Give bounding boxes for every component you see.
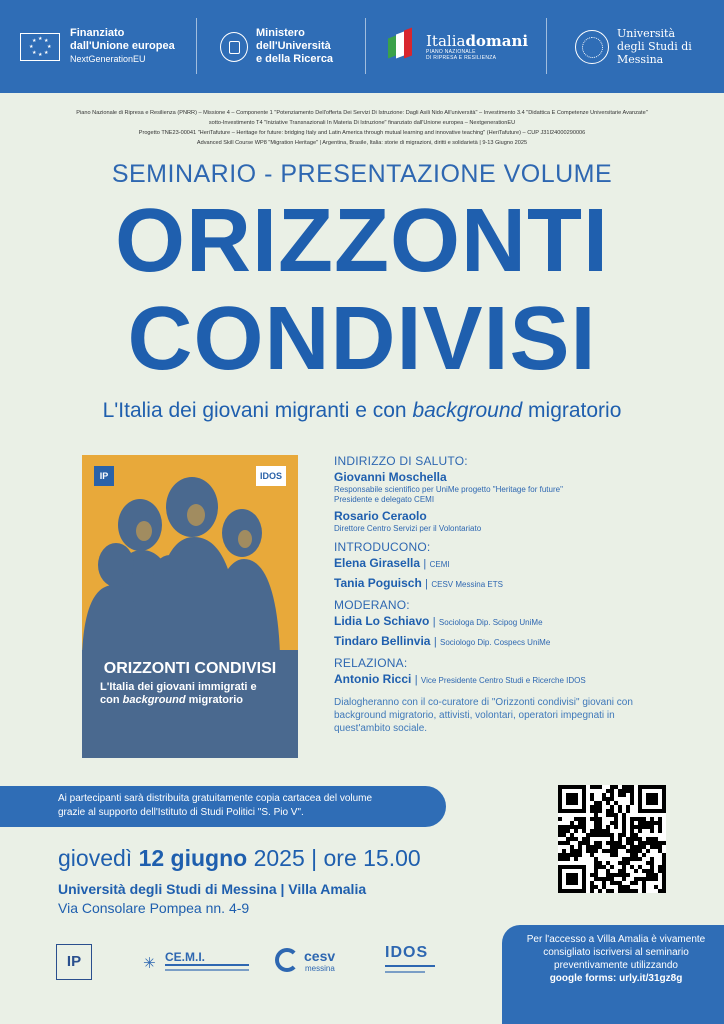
speaker-ricci: Antonio Ricci — [334, 672, 412, 686]
title-line1: ORIZZONTI — [115, 191, 609, 291]
funding-notice — [40, 108, 684, 148]
italiadomani-name-a: Italia — [426, 31, 466, 50]
header-band — [0, 0, 724, 93]
cover-sub2a: con — [100, 694, 123, 706]
cover-subtitle-line2 — [100, 694, 257, 707]
cover-ip-badge: IP — [94, 466, 114, 486]
ministry-seal-icon — [220, 32, 248, 62]
section-relaziona-label: RELAZIONA: — [334, 656, 408, 670]
distribution-line1: Ai partecipanti sarà distribuita gratuitamente copia cartacea del volume — [58, 793, 373, 804]
event-address: Via Consolare Pompea nn. 4-9 — [58, 900, 250, 916]
subtitle — [0, 399, 724, 423]
access-link[interactable]: urly.it/31gz8g — [619, 973, 683, 984]
speaker-ricci-row: Antonio Ricci | Vice Presidente Centro Studi e Ricerche IDOS — [334, 672, 586, 686]
speaker-poguisch-row: Tania Poguisch | CESV Messina ETS — [334, 576, 503, 590]
distribution-banner — [0, 786, 446, 827]
ministry-logo-block — [220, 0, 333, 93]
access-line4a: google forms: — [549, 973, 620, 984]
funding-line: sotto-Investimento T4 "Iniziative Transnazionali In Materia Di Istruzione" finanziato dall'Unione europea – NextgenerationEU — [208, 120, 516, 126]
speaker-bellinvia-row: Tindaro Bellinvia | Sociologo Dip. Cospecs UniMe — [334, 634, 551, 648]
funding-line: Piano Nazionale di Ripresa e Resilienza (PNRR) – Missione 4 – Componente 1 "Potenziamento Dell'offerta Dei Servizi Di Istruzione: Dagli Asili Nido All'università" – Investimento 3.4 "Didattica E Competenze Universitarie Avanzate" — [76, 110, 648, 116]
cemi-logo — [143, 950, 253, 978]
speaker-girasella-role: CEMI — [429, 560, 450, 569]
university-line1: Università — [617, 27, 675, 40]
italiadomani-name-b: domani — [465, 31, 529, 50]
date-bold: 12 giugno — [138, 845, 248, 871]
cover-subtitle — [100, 681, 257, 707]
italiadomani-sub2: DI RIPRESA E RESILIENZA — [426, 54, 497, 61]
university-logo-block — [575, 0, 692, 93]
funding-line: Progetto TNE23-00041 "HeriTafuture – Heritage for future: bridging Italy and Latin America through mutual learning and innovative teaching" (HeriTafuture) – CUP J31I24000290006 — [138, 130, 586, 136]
event-venue: Università degli Studi di Messina | Villa Amalia — [58, 881, 367, 897]
university-seal-icon — [575, 30, 609, 64]
speaker-ceraolo-role: Direttore Centro Servizi per il Volontariato — [334, 524, 482, 533]
eu-line1: Finanziato — [70, 27, 125, 39]
cover-people-illustration — [82, 455, 298, 758]
distribution-line2: grazie al supporto dell'Istituto di Studi Politici "S. Pio V". — [58, 807, 304, 818]
qr-code-icon[interactable] — [558, 785, 666, 893]
italiadomani-logo-block — [384, 0, 528, 93]
idos-logo — [385, 944, 435, 980]
book-cover-image — [82, 455, 298, 758]
speaker-moschella-role2: Presidente e delegato CEMI — [334, 495, 435, 504]
cesv-circle-icon — [275, 948, 299, 972]
ministry-line3: e della Ricerca — [256, 53, 334, 65]
subtitle-emphasis: background — [412, 399, 523, 422]
program-list — [334, 454, 664, 735]
access-line4 — [516, 972, 716, 985]
cesv-logo — [275, 942, 345, 982]
speaker-moschella-role1: Responsabile scientifico per UniMe progetto "Heritage for future" — [334, 485, 563, 494]
university-line2: degli Studi di — [617, 40, 692, 53]
cesv-sub: messina — [305, 964, 335, 973]
qr-code-pattern — [558, 785, 666, 893]
cemi-name: CE.M.I. — [165, 950, 206, 964]
header-divider — [365, 18, 366, 74]
cover-title: ORIZZONTI CONDIVISI — [103, 660, 277, 677]
cover-subtitle-line1: L'Italia dei giovani immigrati e — [100, 681, 257, 693]
date-day: giovedì — [58, 845, 139, 871]
speaker-ceraolo: Rosario Ceraolo — [334, 509, 427, 523]
eu-logo-block — [20, 0, 175, 93]
cesv-name: cesv — [304, 948, 336, 964]
ip-institute-logo: IP — [56, 944, 92, 980]
ministry-line1: Ministero — [256, 27, 305, 39]
speaker-girasella: Elena Girasella — [334, 556, 421, 570]
header-divider — [196, 18, 197, 74]
speaker-poguisch-role: CESV Messina ETS — [431, 580, 503, 589]
subtitle-part-a: L'Italia dei giovani migranti e con — [102, 399, 413, 422]
access-line1: Per l'accesso a Villa Amalia è vivamente — [526, 934, 706, 945]
eu-line3: NextGenerationEU — [70, 54, 146, 64]
italiadomani-sub1: PIANO NAZIONALE — [426, 48, 476, 55]
cemi-mark-icon: ✳ — [143, 955, 156, 972]
closing-paragraph: Dialogheranno con il co-curatore di "Orizzonti condivisi" giovani con background migratorio, attivisti, volontari, operatori impegnati in quest'ambito sociale. — [334, 697, 633, 734]
speaker-moschella: Giovanni Moschella — [334, 470, 447, 484]
access-line2: consigliato iscriversi al seminario — [543, 947, 689, 958]
access-info-box — [502, 925, 724, 1024]
cover-sub2b: migratorio — [185, 694, 244, 706]
speaker-bellinvia-role: Sociologo Dip. Cospecs UniMe — [440, 638, 551, 647]
date-year-time: 2025 | ore 15.00 — [247, 845, 421, 871]
idos-name: IDOS — [385, 944, 429, 961]
ministry-line2: dell'Università — [256, 40, 331, 52]
cover-idos-badge: IDOS — [256, 466, 286, 486]
funding-line: Advanced Skill Course WP8 "Migration Heritage" | Argentina, Brasile, Italia: storie di migrazioni, diritti e solidarietà | 9-13 Giugno 2025 — [196, 140, 528, 146]
section-saluto-label: INDIRIZZO DI SALUTO: — [334, 454, 468, 468]
section-moderano-label: MODERANO: — [334, 598, 410, 612]
speaker-loschiavo-row: Lidia Lo Schiavo | Sociologa Dip. Scipog UniMe — [334, 614, 543, 628]
access-line3: preventivamente utilizzando — [554, 960, 678, 971]
speaker-loschiavo-role: Sociologa Dip. Scipog UniMe — [438, 618, 543, 627]
university-line3: Messina — [617, 53, 664, 66]
event-date — [58, 845, 421, 872]
italian-flag-icon — [384, 29, 420, 65]
subtitle-part-b: migratorio — [522, 399, 622, 422]
speaker-girasella-row: Elena Girasella | CEMI — [334, 556, 450, 570]
speaker-ricci-role: Vice Presidente Centro Studi e Ricerche IDOS — [420, 676, 586, 685]
header-divider — [546, 18, 547, 74]
speaker-poguisch: Tania Poguisch — [334, 576, 422, 590]
section-introducono-label: INTRODUCONO: — [334, 540, 431, 554]
eu-flag-icon: ★ ★ ★ ★ ★ ★ ★ ★ — [20, 33, 60, 61]
cover-sub2em: background — [122, 694, 186, 706]
eu-line2: dall'Unione europea — [70, 40, 175, 52]
title-line2: CONDIVISI — [127, 289, 597, 389]
event-kicker: SEMINARIO - PRESENTAZIONE VOLUME — [111, 160, 613, 188]
italiadomani-name — [426, 33, 528, 49]
speaker-loschiavo: Lidia Lo Schiavo — [334, 614, 430, 628]
speaker-bellinvia: Tindaro Bellinvia — [334, 634, 431, 648]
